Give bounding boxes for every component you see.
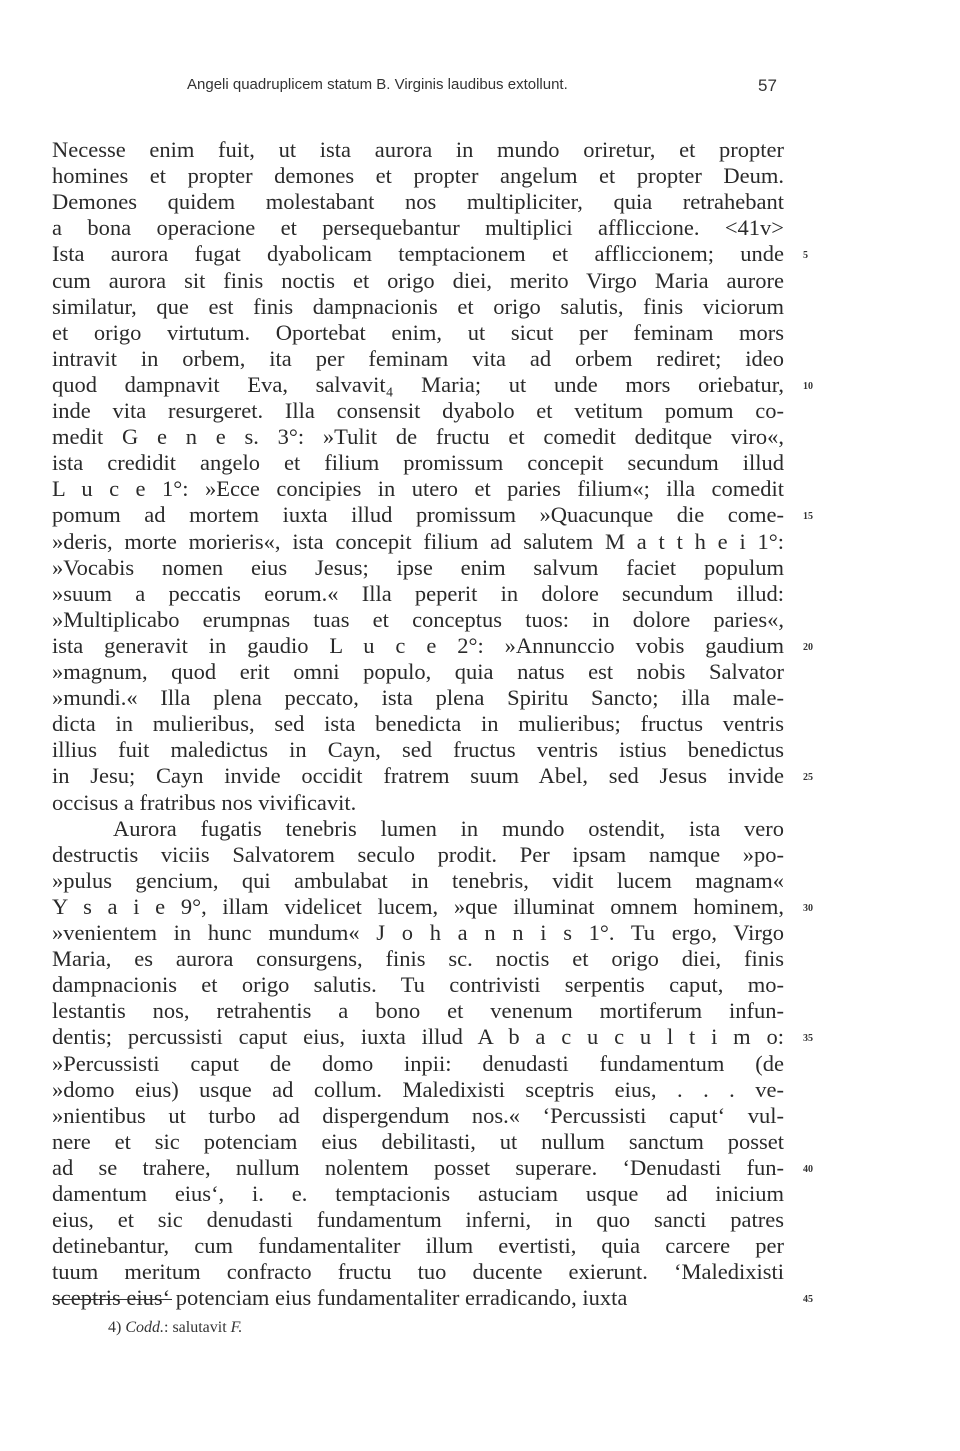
text-line: dicta in mulieribus, sed ista benedicta in mulieribus; fructus ventris — [52, 711, 784, 737]
text-line: Demones quidem molestabant nos multipliciter, quia retrahebant — [52, 189, 784, 215]
text-line: damentum eius‘, i. e. temptacionis astuciam usque ad inicium — [52, 1181, 784, 1206]
text-line: quod dampnavit Eva, salvavit₄ Maria; ut unde mors oriebatur, — [52, 371, 784, 397]
text-line: L u c e 1°: »Ecce concipies in utero et paries filium«; illa comedit — [52, 476, 784, 502]
text-line: »nientibus ut turbo ad dispergendum nos.« ‘Percussisti caput‘ vul- — [52, 1102, 784, 1128]
line-number: 35 — [803, 1033, 813, 1045]
text-line: homines et propter demones et propter angelum et propter Deum. — [52, 163, 784, 189]
text-line: ista generavit in gaudio L u c e 2°: »Annunccio vobis gaudium — [52, 632, 784, 658]
text-line: »magnum, quod erit omni populo, quia natus est nobis Salvator — [52, 659, 784, 684]
text-line: dentis; percussisti caput eius, iuxta illud A b a c u c u l t i m o: — [52, 1024, 784, 1050]
text-line: »Percussisti caput de domo inpii: denudasti fundamentum (de — [52, 1050, 784, 1076]
text-line: Aurora fugatis tenebris lumen in mundo ostendit, ista vero — [113, 815, 784, 841]
text-line: in Jesu; Cayn invide occidit fratrem suum Abel, sed Jesus invide — [52, 763, 784, 789]
text-line: pomum ad mortem iuxta illud promissum »Quacunque die come- — [52, 502, 784, 528]
text-line: eius, et sic denudasti fundamentum inferni, in quo sancti patres — [52, 1207, 784, 1233]
text-line: Y s a i e 9°, illam videlicet lucem, »que illuminat omnem hominem, — [52, 893, 784, 919]
line-number: 10 — [803, 380, 813, 392]
text-line: »domo eius) usque ad collum. Maledixisti sceptris eius, . . . ve- — [52, 1076, 784, 1102]
text-line: »pulus gencium, qui ambulabat in tenebris, vidit lucem magnam« — [52, 867, 784, 893]
text-line: occisus a fratribus nos vivificavit. — [52, 789, 357, 815]
line-number: 5 — [803, 250, 808, 262]
footnote-siglum: F. — [230, 1319, 243, 1336]
text-line: Necesse enim fuit, ut ista aurora in mundo oriretur, et propter — [52, 137, 784, 162]
text-line: ista credidit angelo et filium promissum concepit secundum illud — [52, 450, 784, 476]
text-line: »venientem in hunc mundum« J o h a n n i s 1°. Tu ergo, Virgo — [52, 920, 784, 945]
footnote-divider — [52, 1299, 172, 1300]
text-line: nere et sic potenciam eius debilitasti, ut nullum sanctum posset — [52, 1128, 784, 1154]
footnote-text: : salutavit — [164, 1319, 227, 1336]
text-line: »deris, morte morieris«, ista concepit filium ad salutem M a t t h e i 1°: — [52, 528, 784, 554]
text-line: detinebantur, cum fundamentaliter illum evertisti, quia carcere per — [52, 1233, 784, 1259]
text-line: »mundi.« Illa plena peccato, ista plena Spiritu Sancto; illa male- — [52, 685, 784, 711]
text-line: lestantis nos, retrahentis a bono et venenum mortiferum infun- — [52, 998, 784, 1024]
text-line: ad se trahere, nullum nolentem posset superare. ‘Denudasti fun- — [52, 1154, 784, 1180]
text-line: tuum meritum confracto fructu tuo ducente exierunt. ‘Maledixisti — [52, 1259, 784, 1285]
line-number: 15 — [803, 511, 813, 523]
text-line: sceptris eius‘ potenciam eius fundamentaliter erradicando, iuxta — [52, 1285, 628, 1311]
text-line: medit G e n e s. 3°: »Tulit de fructu et comedit deditque viro«, — [52, 424, 784, 450]
text-line: Maria, es aurora consurgens, finis sc. noctis et origo diei, finis — [52, 946, 784, 972]
line-number: 30 — [803, 902, 813, 914]
line-number: 45 — [803, 1294, 813, 1306]
text-line: similatur, que est finis dampnacionis et origo salutis, finis viciorum — [52, 293, 784, 319]
text-line: dampnacionis et origo salutis. Tu contrivisti serpentis caput, mo- — [52, 972, 784, 998]
text-line: Ista aurora fugat dyabolicam temptacionem et affliccionem; unde — [52, 241, 784, 267]
text-line: a bona operacione et persequebantur multiplici affliccione. <41v> — [52, 215, 784, 241]
footnote-mark: 4) — [108, 1319, 122, 1336]
line-number: 40 — [803, 1163, 813, 1175]
text-line: et origo virtutum. Oportebat enim, ut sicut per feminam mors — [52, 319, 784, 345]
running-header: Angeli quadruplicem statum B. Virginis laudibus extollunt. — [187, 76, 568, 93]
text-line: intravit in orbem, ita per feminam vita ad orbem rediret; ideo — [52, 345, 784, 371]
footnote-source: Codd. — [125, 1319, 164, 1336]
text-line: »Vocabis nomen eius Jesus; ipse enim salvum faciet populum — [52, 554, 784, 580]
text-line: cum aurora sit finis noctis et origo diei, merito Virgo Maria aurore — [52, 267, 784, 293]
text-line: illius fuit maledictus in Cayn, sed fructus ventris istius benedictus — [52, 737, 784, 763]
footnote — [108, 1319, 242, 1337]
text-line: »suum a peccatis eorum.« Illa peperit in dolore secundum illud: — [52, 580, 784, 606]
text-line: destructis viciis Salvatorem seculo prodit. Per ipsam namque »po- — [52, 841, 784, 867]
line-number: 20 — [803, 641, 813, 653]
text-line: »Multiplicabo erumpnas tuas et conceptus tuos: in dolore paries«, — [52, 606, 784, 632]
page-number: 57 — [758, 76, 777, 95]
line-number: 25 — [803, 772, 813, 784]
text-line: inde vita resurgeret. Illa consensit dyabolo et vetitum pomum co- — [52, 398, 784, 423]
